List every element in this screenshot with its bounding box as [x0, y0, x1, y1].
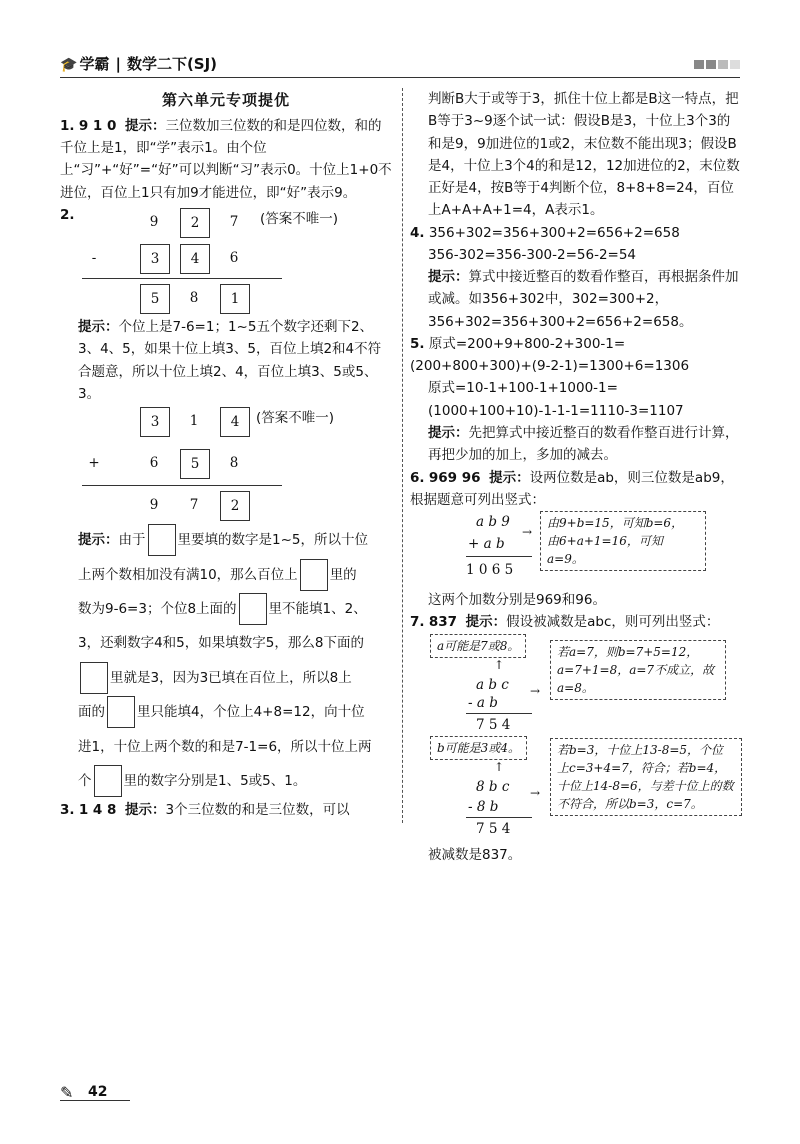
- q6-vertical-calc: a b 9 + a b 1 0 6 5 → 由9+b=15，可知b=6， 由6+a+1=16，可知a=9。: [410, 511, 740, 589]
- section-title: 第六单元专项提优: [161, 91, 290, 109]
- q2-note-2: (答案不唯一): [256, 410, 335, 427]
- q7: 7. 837 提示：假设被减数是abc，则可列出竖式：: [410, 614, 720, 631]
- q3-start: 3. 1 4 8 提示：3个三位数的和是三位数，可以: [60, 801, 350, 818]
- q7-note-d: 若b=3，十位上13-8=5，个位上c=3+4=7，符合；若b=4，十位上14-8=6，与差十位上的数不符合，所以b=3，c=7。: [550, 738, 742, 816]
- q6-conclusion: 这两个加数分别是969和96。: [428, 592, 606, 609]
- header-rule: [60, 77, 740, 78]
- q1: 1. 9 1 0 提示：三位数加三位数的和是四位数，和的千位上是1，即“学”表示1。由个位上“习”+“好”=“好”可以判断“习”表示0。十位上1+0不进位，百位上1只有加9才能进位，即“好”表示9。: [60, 117, 392, 201]
- q7-note-b: 若a=7，则b=7+5=12，a=7+1=8，a=7不成立，故a=8。: [550, 640, 726, 700]
- q7-note-a: a可能是7或8。: [430, 634, 526, 658]
- book-title: 数学二下(SJ): [126, 55, 218, 73]
- q6: 6. 969 96 提示：设两位数是ab，则三位数是ab9，根据题意可列出竖式：: [410, 469, 734, 508]
- q2-addition: 3 1 4 (答案不唯一) + 6 5 8 9 7 2: [60, 405, 392, 523]
- brand-logo: 🎓 学霸 | 数学二下(SJ): [60, 55, 218, 73]
- q3-continued: 判断B大于或等于3，抓住十位上都是B这一特点，把B等于3~9逐个试一试：假设B是3，十位上3个3的和是9，9加进位的1或2，末位数不能出现3；假设B是4，十位上3个4的和是12，12加进位的2，末位数正好是4，按B等于4判断个位，8+8+8=24，百位上A+A+A+1=4，A表示1。: [428, 91, 740, 219]
- q7-conclusion: 被减数是837。: [428, 846, 522, 863]
- footer-rule: [60, 1100, 130, 1101]
- pencil-icon: ✎: [60, 1083, 74, 1102]
- q4-hint: 提示：算式中接近整百的数看作整百，再根据条件加或减。如356+302中，302=300+2，356+302=356+300+2=656+2=658。: [428, 269, 739, 330]
- q7-vertical-calc-2: b可能是3或4。 ↑ 8 b c - 8 b 7 5 4 → 若b=3，十位上13-8=5，个位上c=3+4=7，符合；若b=4，十位上14-8=6，与差十位上的数不符合，所以b=3，c=7。: [410, 736, 740, 844]
- q5-hint: 提示：先把算式中接近整百的数看作整百进行计算，再把少加的加上，多加的减去。: [428, 424, 739, 464]
- page-number: 42: [88, 1084, 108, 1100]
- header-decoration: [694, 60, 740, 69]
- brand-name: 学霸: [79, 55, 110, 73]
- left-column: [60, 88, 392, 821]
- page-header: [60, 52, 740, 76]
- column-divider: [402, 88, 403, 823]
- graduation-cap-icon: 🎓: [60, 57, 78, 73]
- q2-note: (答案不唯一): [260, 211, 339, 228]
- q6-note: 由9+b=15，可知b=6， 由6+a+1=16，可知a=9。: [540, 511, 706, 571]
- q4: 4. 356+302=356+300+2=656+2=658: [410, 224, 680, 241]
- q2-hint-1: 提示：个位上是7-6=1；1~5五个数字还剩下2、3、4、5，如果十位上填3、5，百位上填2和4不符合题意，所以十位上填2、4，百位上填3、5或5、3。: [78, 319, 382, 402]
- q2-heading: 2.: [60, 206, 75, 223]
- q7-note-c: b可能是3或4。: [430, 736, 527, 760]
- q5: 5. 原式=200+9+800-2+300-1=(200+800+300)+(9-2-1)=1300+6=1306: [410, 335, 690, 375]
- right-column: 判断B大于或等于3，抓住十位上都是B这一特点，把B等于3~9逐个试一试：假设B是3，十位上3个3的和是9，9加进位的1或2，末位数不能出现3；假设B是4，十位上3个4的和是12，12加进位的2，末位数正好是4，按B等于4判断个位，8+8+8=24，百位上A+A+A+1=4，A表示1。 4. 356+302=356+300+2=656+2=658 356-302=356-300-2=56-2=54 提示：算式中接近整百的数看作整百，再根据条件加或减。如356+302中，302=300+2，356+302=356+300+2=656+2=658。 5. 原式=200+9+800-2+300-1=(200+800+300)+(9-2-1)=1300+6=1306 原式=10-1+100-1+1000-1=(1000+100+10)-1-1-1=1110-3=1107 提示：先把算式中接近整百的数看作整百进行计算，再把少加的加上，多加的减去。 6. 969 96 提示：设两位数是ab，则三位数是ab9，根据题意可列出竖式： a b 9 + a b 1 0 6 5 → 由9+b=15，可知b=6， 由6+a+1=16，可知a=9。 这两个加数分别是969和96。 7. 837 提示：假设被减数是abc，则可列出竖式： a可能是7或8。 ↑ a b c - a b 7 5 4 → 若a=7，则b=7+5=12，a=7+1=8，a=7不成立，故a=8。 b可能是3或4。 ↑ 8 b c - 8 b 7 5 4 → 若b=3，十位上13-8=5，个位上c=3+4=7，符合；若b=4，十位上14-8=6，与差十位上的数不符合，所以b=3，c=7。 被减数是837。: [410, 88, 740, 866]
- q7-vertical-calc-1: a可能是7或8。 ↑ a b c - a b 7 5 4 → 若a=7，则b=7+5=12，a=7+1=8，a=7不成立，故a=8。: [410, 634, 740, 732]
- q2-hint-2: 提示：由于 里要填的数字是1~5，所以十位 上两个数相加没有满10，那么百位上 里的 数为9-6=3；个位8上面的 里不能填1、2、 3，还剩数字4和5，如果填数字5，那么8下面的 里就是3，因为3已填在百位上，所以8上 面的 里只能填4，个位上4+8=12，向十位 进1，十位上两个数的和是7-1=6，所以十位上两 个 里的数字分别是1、5或5、1。: [60, 523, 392, 798]
- q2-subtraction: 9 2 7 (答案不唯一) - 3 4 6 5 8 1: [60, 204, 392, 316]
